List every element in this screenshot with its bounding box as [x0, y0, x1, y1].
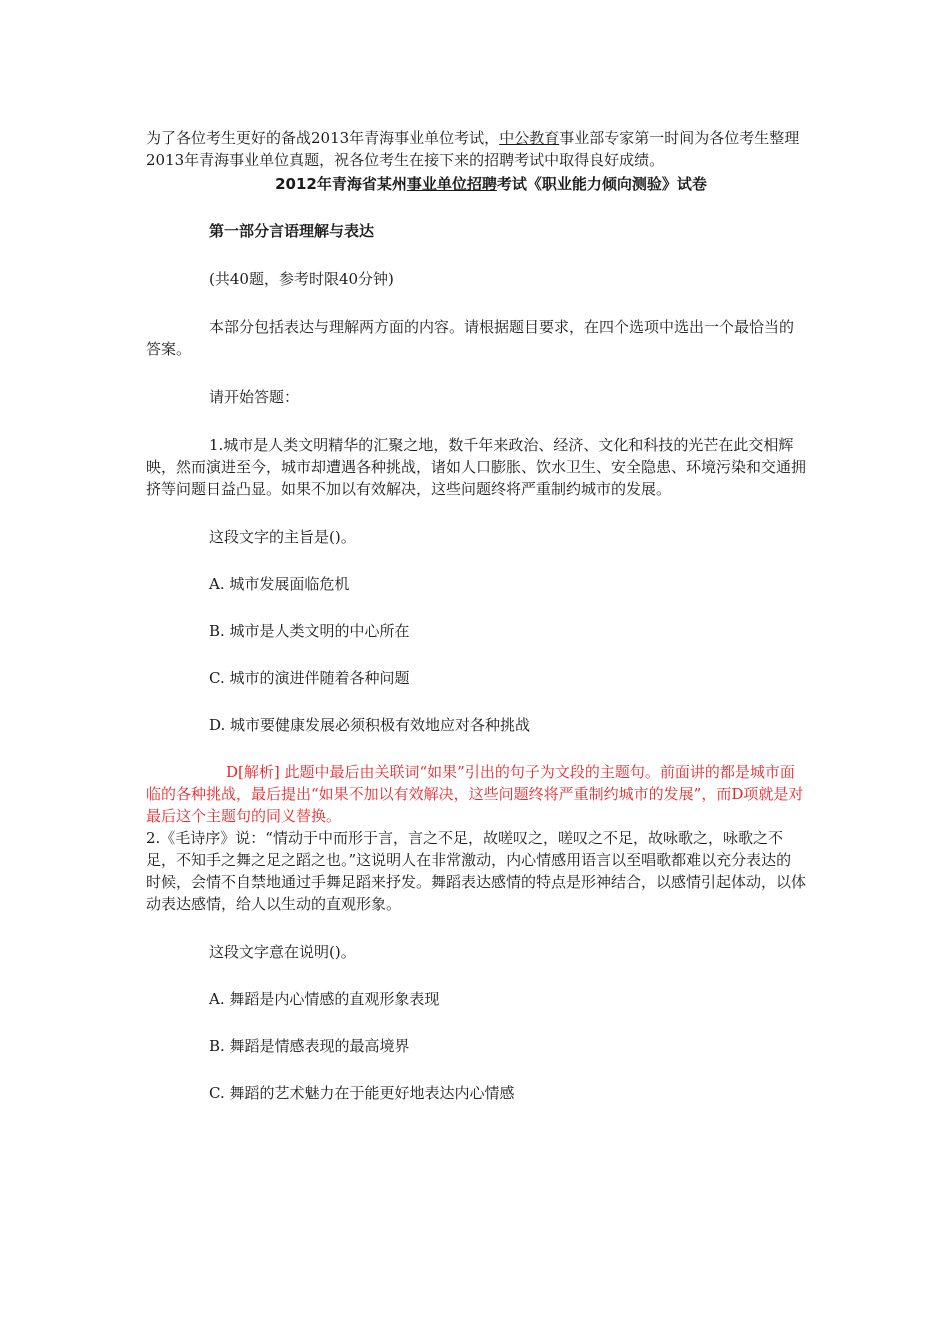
q1-stem: 1.城市是人类文明精华的汇聚之地，数千年来政治、经济、文化和科技的光芒在此交相辉映，然而演进至今，城市却遭遇各种挑战，诸如人口膨胀、饮水卫生、安全隐患、环境污染和交通拥挤等问题日益凸显。如果不加以有效解决，这些问题终将严重制约城市的发展。 — [146, 436, 807, 498]
q1-question: 这段文字的主旨是()。 — [209, 528, 356, 546]
q2-option-b: B. 舞蹈是情感表现的最高境界 — [209, 1037, 410, 1055]
q2-option-a: A. 舞蹈是内心情感的直观形象表现 — [209, 990, 440, 1008]
section-instructions: 本部分包括表达与理解两方面的内容。请根据题目要求，在四个选项中选出一个最恰当的答案。 — [146, 318, 795, 358]
title-text-1: 2012年青海省某州 — [275, 175, 407, 193]
q1-option-a: A. 城市发展面临危机 — [209, 575, 350, 593]
zhonggong-link[interactable]: 中公教育 — [499, 129, 560, 147]
start-prompt: 请开始答题： — [209, 388, 300, 406]
document-page — [146, 120, 806, 1104]
q1-analysis — [146, 761, 806, 827]
intro-text-1: 为了各位考生更好的备战2013年青海事业单位考试， — [146, 129, 500, 147]
section-note: (共40题，参考时限40分钟) — [209, 270, 394, 288]
section-heading: 第一部分言语理解与表达 — [209, 222, 375, 240]
q2-stem: 2.《毛诗序》说：“情动于中而形于言，言之不足，故嗟叹之，嗟叹之不足，故咏歌之，咏歌之不足，不知手之舞之足之蹈之也。”这说明人在非常激动，内心情感用语言以至唱歌都难以充分表达的时候，会情不自禁地通过手舞足蹈来抒发。舞蹈表达感情的特点是形神结合，以感情引起体动，以体动表达感情，给人以生动的直观形象。 — [146, 829, 807, 913]
q1-option-c: C. 城市的演进伴随着各种问题 — [209, 669, 410, 687]
title-text-2: 考试《职业能力倾向测验》试卷 — [496, 175, 707, 193]
intro-paragraph — [146, 127, 806, 171]
q1-analysis-label: D[解析] — [226, 763, 285, 781]
q1-option-b: B. 城市是人类文明的中心所在 — [209, 622, 410, 640]
q1-option-d: D. 城市要健康发展必须积极有效地应对各种挑战 — [209, 716, 531, 734]
q2-option-c: C. 舞蹈的艺术魅力在于能更好地表达内心情感 — [209, 1084, 515, 1102]
intro-text-2: 事业部专家第一时间为各位考生整理2013年青海事业单位真题，祝各位考生在接下来的招聘考试中取得良好成绩。 — [146, 129, 800, 169]
title-underlined-link[interactable]: 事业单位招聘 — [406, 175, 497, 193]
q1-analysis-text: 此题中最后由关联词“如果”引出的句子为文段的主题句。前面讲的都是城市面临的各种挑战，最后提出“如果不加以有效解决，这些问题终将严重制约城市的发展”，而D项就是对最后这个主题句的同义替换。 — [146, 763, 804, 825]
exam-title — [146, 173, 806, 195]
q2-question: 这段文字意在说明()。 — [209, 943, 356, 961]
